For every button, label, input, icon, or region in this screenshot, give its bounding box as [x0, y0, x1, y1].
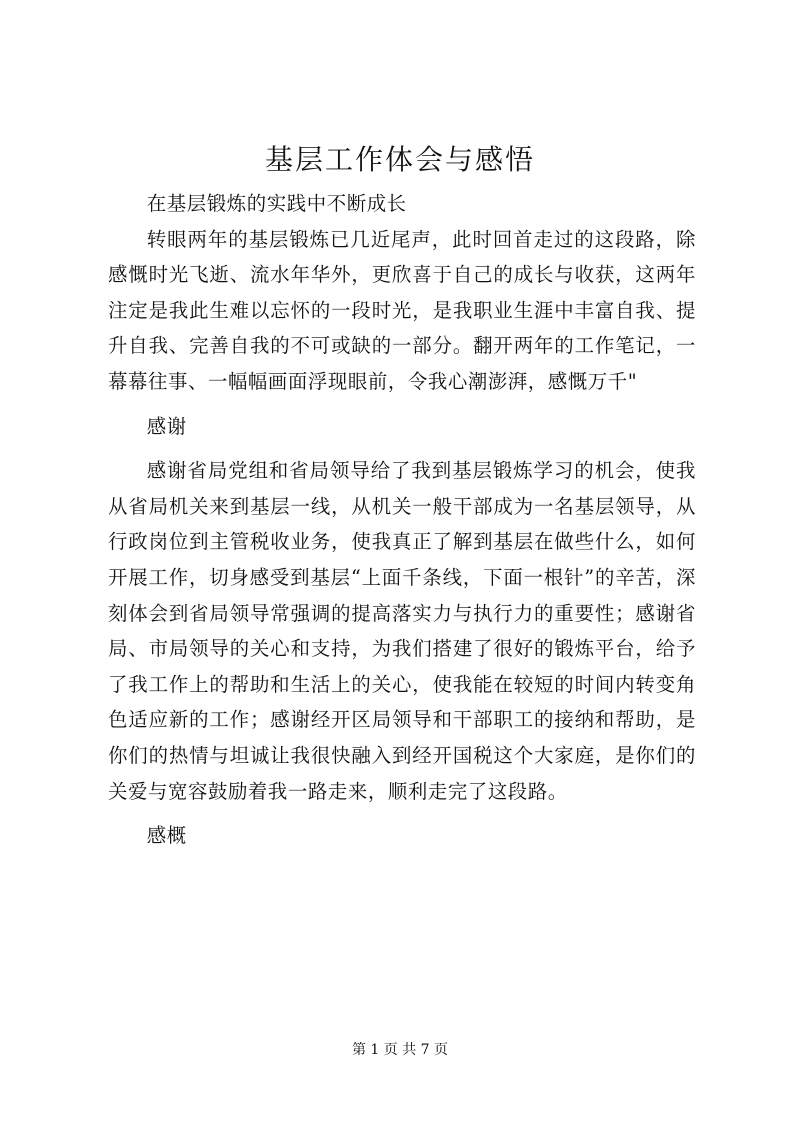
intro-paragraph: 转眼两年的基层锻炼已几近尾声，此时回首走过的这段路，除感慨时光飞逝、流水年华外，更欣喜于自己的成长与收获，这两年注定是我此生难以忘怀的一段时光，是我职业生涯中丰富自我、提升自我、完善自我的不可或缺的一部分。翻开两年的工作笔记，一幕幕往事、一幅幅画面浮现眼前，令我心潮澎湃，感慨万千" — [108, 227, 696, 393]
document-title: 基层工作体会与感悟 — [264, 143, 535, 176]
section-heading-thanks: 感谢 — [146, 414, 187, 438]
document-body — [108, 186, 696, 854]
thanks-paragraph: 感谢省局党组和省局领导给了我到基层锻炼学习的机会，使我从省局机关来到基层一线，从机关一般干部成为一名基层领导，从行政岗位到主管税收业务，使我真正了解到基层在做些什么，如何开展工作，切身感受到基层“上面千条线，下面一根针”的辛苦，深刻体会到省局领导常强调的提高落实力与执行力的重要性；感谢省局、市局领导的关心和支持，为我们搭建了很好的锻炼平台，给予了我工作上的帮助和生活上的关心，使我能在较短的时间内转变角色适应新的工作；感谢经开区局领导和干部职工的接纳和帮助，是你们的热情与坦诚让我很快融入到经开国税这个大家庭，是你们的关爱与宽容鼓励着我一路走来，顺利走完了这段路。 — [108, 459, 696, 803]
section-heading-reflection: 感概 — [146, 824, 187, 848]
subtitle-paragraph: 在基层锻炼的实践中不断成长 — [146, 192, 407, 215]
page-footer — [0, 1040, 800, 1060]
page-number-label: 第 1 页 共 7 页 — [351, 1042, 449, 1058]
